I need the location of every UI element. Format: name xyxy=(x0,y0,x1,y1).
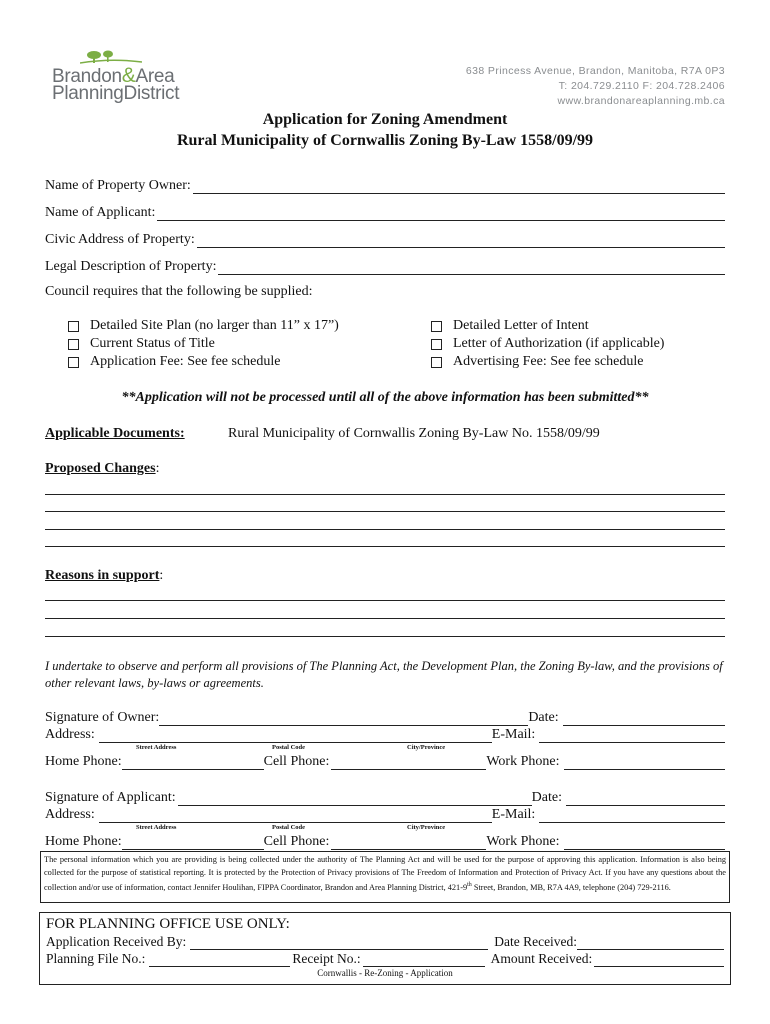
receipt-no-line[interactable] xyxy=(363,955,485,967)
reasons-line[interactable] xyxy=(45,636,725,637)
legal-description-field[interactable] xyxy=(45,257,725,275)
applicant-address-label: Address: xyxy=(45,807,95,822)
file-no-line[interactable] xyxy=(149,955,290,967)
proposed-changes-line[interactable] xyxy=(45,494,725,495)
logo-wordmark-line2: PlanningDistrict xyxy=(52,83,180,104)
owner-signature-line[interactable] xyxy=(159,713,528,726)
applicant-label: Name of Applicant: xyxy=(45,205,156,220)
city-province-caption: City/Province xyxy=(407,744,446,751)
date-received-label: Date Received: xyxy=(494,934,578,949)
applicant-cell-phone-label: Cell Phone: xyxy=(263,834,330,849)
checkbox-icon[interactable] xyxy=(68,357,79,368)
proposed-changes-line[interactable] xyxy=(45,511,725,512)
owner-email-line[interactable] xyxy=(539,730,725,743)
documents-label: Applicable Documents: xyxy=(45,426,185,441)
checklist-item[interactable]: Detailed Site Plan (no larger than 11” x 17”) xyxy=(68,318,339,334)
checklist-item[interactable]: Application Fee: See fee schedule xyxy=(68,354,280,370)
applicant-work-phone-label: Work Phone: xyxy=(486,834,560,849)
file-no-label: Planning File No.: xyxy=(46,951,146,966)
applicant-phone-row xyxy=(45,833,725,850)
civic-address-line[interactable] xyxy=(197,234,725,248)
owner-work-phone-label: Work Phone: xyxy=(486,754,560,769)
owner-address-line[interactable] xyxy=(99,730,492,743)
applicant-cell-phone-line[interactable] xyxy=(331,837,486,850)
owner-cell-phone-label: Cell Phone: xyxy=(263,754,330,769)
applicant-email-line[interactable] xyxy=(539,810,725,823)
owner-home-phone-label: Home Phone: xyxy=(45,754,122,769)
applicant-field[interactable] xyxy=(45,203,725,221)
amount-received-line[interactable] xyxy=(594,955,724,967)
owner-cell-phone-line[interactable] xyxy=(331,757,486,770)
documents-value: Rural Municipality of Cornwallis Zoning By-Law No. 1558/09/99 xyxy=(228,426,600,441)
submission-notice: **Application will not be processed until all of the above information has been submitted** xyxy=(121,390,649,405)
owner-date-label: Date: xyxy=(528,710,559,725)
owner-phone-row xyxy=(45,753,725,770)
reasons-heading: Reasons in support: xyxy=(45,568,164,583)
applicant-line[interactable] xyxy=(157,207,725,221)
postal-code-caption: Postal Code xyxy=(272,744,306,751)
logo-wordmark-line1: Brandon&Area xyxy=(52,64,175,87)
street-address-caption: Street Address xyxy=(136,744,177,751)
office-row-1 xyxy=(46,934,724,950)
postal-code-caption: Postal Code xyxy=(272,824,306,831)
office-use-heading: FOR PLANNING OFFICE USE ONLY: xyxy=(46,916,290,932)
owner-signature-row xyxy=(45,709,725,726)
proposed-changes-line[interactable] xyxy=(45,546,725,547)
checklist-item[interactable]: Detailed Letter of Intent xyxy=(431,318,589,334)
applicant-signature-label: Signature of Applicant: xyxy=(45,790,176,805)
applicant-home-phone-line[interactable] xyxy=(122,837,264,850)
checkbox-icon[interactable] xyxy=(68,321,79,332)
applicant-address-row xyxy=(45,806,725,823)
owner-address-row xyxy=(45,726,725,743)
applicant-email-label: E-Mail: xyxy=(491,807,536,822)
received-by-line[interactable] xyxy=(190,938,488,950)
owner-field[interactable] xyxy=(45,176,725,194)
received-by-label: Application Received By: xyxy=(46,934,187,949)
applicant-work-phone-line[interactable] xyxy=(564,837,726,850)
form-footer: Cornwallis - Re-Zoning - Application xyxy=(317,968,453,978)
form-subtitle: Rural Municipality of Cornwallis Zoning By-Law 1558/09/99 xyxy=(176,132,594,149)
checkbox-icon[interactable] xyxy=(431,339,442,350)
owner-email-label: E-Mail: xyxy=(491,727,536,742)
checkbox-icon[interactable] xyxy=(68,339,79,350)
reasons-line[interactable] xyxy=(45,618,725,619)
reasons-line[interactable] xyxy=(45,600,725,601)
checkbox-icon[interactable] xyxy=(431,321,442,332)
receipt-no-label: Receipt No.: xyxy=(292,951,361,966)
office-address: 638 Princess Avenue, Brandon, Manitoba, R7A 0P3 xyxy=(465,65,725,77)
proposed-changes-line[interactable] xyxy=(45,529,725,530)
street-address-caption: Street Address xyxy=(136,824,177,831)
civic-address-field[interactable] xyxy=(45,230,725,248)
checklist-item[interactable]: Letter of Authorization (if applicable) xyxy=(431,336,664,352)
legal-description-line[interactable] xyxy=(218,261,725,275)
owner-home-phone-line[interactable] xyxy=(122,757,264,770)
office-use-box xyxy=(39,912,731,985)
applicant-address-line[interactable] xyxy=(99,810,492,823)
requirements-intro: Council requires that the following be supplied: xyxy=(45,284,313,299)
applicant-home-phone-label: Home Phone: xyxy=(45,834,122,849)
office-phone-fax: T: 204.729.2110 F: 204.728.2406 xyxy=(558,80,725,92)
owner-label: Name of Property Owner: xyxy=(45,178,191,193)
checkbox-icon[interactable] xyxy=(431,357,442,368)
owner-line[interactable] xyxy=(193,180,725,194)
form-title: Application for Zoning Amendment xyxy=(262,111,508,128)
owner-address-label: Address: xyxy=(45,727,95,742)
owner-date-line[interactable] xyxy=(563,713,725,726)
logo-trees-icon xyxy=(80,49,142,65)
undertaking-statement: I undertake to observe and perform all provisions of The Planning Act, the Development Plan, the Zoning By-law, and the provisions of other relevant laws, by-laws or agreements. xyxy=(45,659,723,690)
privacy-notice: The personal information which you are providing is being collected under the authority of The Planning Act and will be used for the purpose of approving this application. Information is also being collected for the purpose of statistical reporting. It is protected by the Protection of Privacy provisions of The Freedom of Information and Protection of Privacy Act. If you have any questions about the collection and/or use of information, contact Jennifer Houlihan, FIPPA Coordinator, Brandon and Area Planning District, 421-9th Street, Brandon, MB, R7A 4A9, telephone (204) 729-2116. xyxy=(40,851,730,903)
applicant-signature-line[interactable] xyxy=(178,793,532,806)
date-received-line[interactable] xyxy=(577,938,724,950)
owner-signature-label: Signature of Owner: xyxy=(45,710,160,725)
civic-address-label: Civic Address of Property: xyxy=(45,232,195,247)
office-website: www.brandonareaplanning.mb.ca xyxy=(557,95,725,107)
owner-work-phone-line[interactable] xyxy=(564,757,726,770)
applicant-date-label: Date: xyxy=(531,790,562,805)
amount-received-label: Amount Received: xyxy=(490,951,593,966)
office-row-2 xyxy=(46,951,724,967)
proposed-changes-heading: Proposed Changes: xyxy=(45,461,160,476)
checklist-item[interactable]: Advertising Fee: See fee schedule xyxy=(431,354,644,370)
city-province-caption: City/Province xyxy=(407,824,446,831)
applicant-signature-row xyxy=(45,789,725,806)
legal-description-label: Legal Description of Property: xyxy=(45,259,217,274)
applicant-date-line[interactable] xyxy=(566,793,725,806)
checklist-item[interactable]: Current Status of Title xyxy=(68,336,215,352)
